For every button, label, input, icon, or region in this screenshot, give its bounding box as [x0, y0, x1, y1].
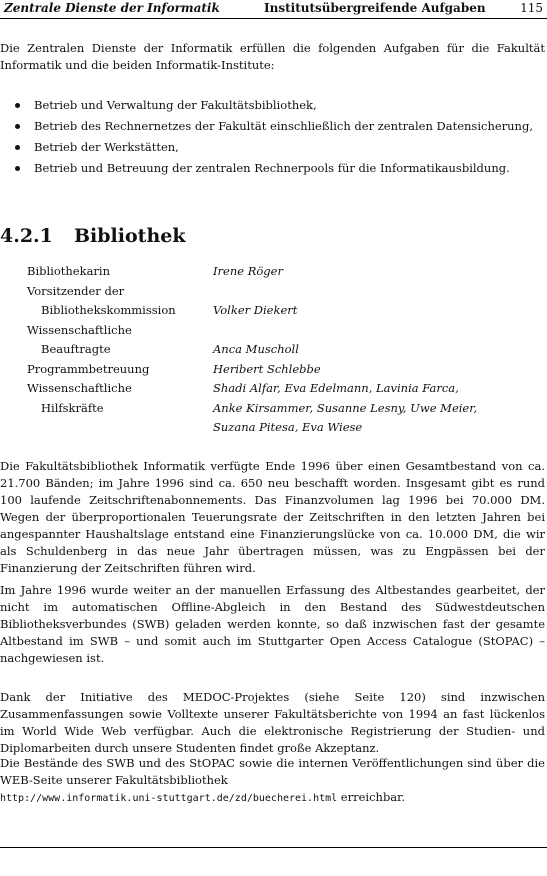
section-heading [0, 224, 186, 248]
paragraph-holdings: Die Fakultätsbibliothek Informatik verfügte Ende 1996 über einen Gesamtbestand von ca. 21.700 Bänden; im Jahre 1996 sind ca. 650 neu beschafft worden. Insgesamt gibt es rund 100 laufende Zeitschriftenabonnements. Das Finanzvolumen lag 1996 bei 70.000 DM. Wegen der überproportionalen Teuerungsrate der Zeitschriften in den letzten Jahren bei angespannter Haushaltslage entstand eine Finanzierungslücke von ca. 10.000 DM, die wir als Schuldenberg in das neue Jahr übertragen müssen, was zu Engpässen bei der Finanzierung der Zeitschriften führen wird. [0, 459, 545, 575]
task-list [0, 97, 545, 181]
role-line: Wissenschaftliche [27, 381, 132, 395]
table-row [27, 360, 477, 380]
role-line: Hilfskräfte [41, 400, 104, 415]
staff-names [213, 262, 477, 282]
list-item-text: Betrieb und Verwaltung der Fakultätsbibliothek, [34, 98, 317, 112]
paragraph-access-tail: erreichbar. [337, 790, 406, 804]
staff-role [27, 379, 213, 438]
list-item-text: Betrieb der Werkstätten, [34, 140, 179, 154]
staff-name: Heribert Schlebbe [213, 361, 321, 376]
list-item [0, 160, 545, 177]
paragraph-access-text: Die Bestände des SWB und des StOPAC sowie die internen Veröffentlichungen sind über die WEB-Seite unserer Fakultätsbibliothek [0, 756, 545, 787]
header-chapter-title: Zentrale Dienste der Informatik [4, 1, 220, 15]
running-header [4, 0, 543, 18]
role-line: Bibliothekarin [27, 264, 111, 278]
header-rule [0, 18, 547, 19]
header-section-title: Institutsübergreifende Aufgaben [264, 1, 486, 15]
staff-name: Volker Diekert [213, 303, 298, 317]
intro-paragraph: Die Zentralen Dienste der Informatik erfüllen die folgenden Aufgaben für die Fakultät Informatik und die beiden Informatik-Institute: [0, 41, 545, 72]
section-number: 4.2.1 [0, 225, 53, 247]
staff-name: Suzana Pitesa, Eva Wiese [213, 420, 363, 434]
library-url-link[interactable]: http://www.informatik.uni-stuttgart.de/zd/buecherei.html [0, 793, 338, 804]
paragraph-cataloguing: Im Jahre 1996 wurde weiter an der manuellen Erfassung des Altbestandes gearbeitet, der nicht im automatischen Offline-Abgleich in den Bestand des Südwestdeutschen Bibliotheksverbundes (SWB) geladen werden konnte, so daß inzwischen fast der gesamte Altbestand im SWB – und somit auch im Stuttgarter Open Access Catalogue (StOPAC) – nachgewiesen ist. [0, 583, 545, 665]
bullet-icon [15, 124, 20, 129]
role-line: Beauftragte [41, 342, 111, 356]
footer-rule [0, 847, 547, 848]
bullet-icon [15, 145, 20, 150]
list-item [0, 139, 545, 156]
bullet-icon [15, 103, 20, 108]
staff-role [27, 321, 213, 360]
staff-names [213, 360, 477, 380]
role-line: Wissenschaftliche [27, 322, 132, 337]
staff-names [213, 321, 477, 360]
list-item [0, 97, 545, 114]
table-row [27, 262, 477, 282]
role-line: Programmbetreuung [27, 361, 150, 376]
staff-role [27, 262, 213, 282]
role-line: Vorsitzender der [27, 283, 125, 298]
table-row [27, 379, 477, 438]
bullet-icon [15, 166, 20, 171]
table-row [27, 321, 477, 360]
staff-names [213, 379, 477, 438]
staff-name: Anca Muscholl [213, 342, 299, 356]
paragraph-access [0, 755, 545, 807]
section-title: Bibliothek [74, 225, 186, 247]
staff-name: Anke Kirsammer, Susanne Lesny, Uwe Meier, [213, 400, 478, 415]
staff-role [27, 282, 213, 321]
list-item [0, 118, 545, 135]
role-line: Bibliothekskommission [41, 303, 176, 317]
staff-names [213, 282, 477, 321]
staff-name: Irene Röger [213, 264, 283, 278]
paragraph-medoc: Dank der Initiative des MEDOC-Projektes (siehe Seite 120) sind inzwischen Zusammenfassungen sowie Volltexte unserer Fakultätsberichte von 1994 an fast lückenlos im World Wide Web verfügbar. Auch die elektronische Registrierung der Studien- und Diplomarbeiten durch unsere Studenten findet große Akzeptanz. [0, 690, 545, 755]
table-row [27, 282, 477, 321]
list-item-text: Betrieb und Betreuung der zentralen Rechnerpools für die Informatikausbildung. [34, 161, 510, 175]
page-number: 115 [520, 1, 543, 15]
staff-name: Shadi Alfar, Eva Edelmann, Lavinia Farca, [213, 381, 459, 395]
staff-table [27, 262, 477, 438]
list-item-text: Betrieb des Rechnernetzes der Fakultät einschließlich der zentralen Datensicherung, [34, 119, 533, 133]
staff-role [27, 360, 213, 380]
